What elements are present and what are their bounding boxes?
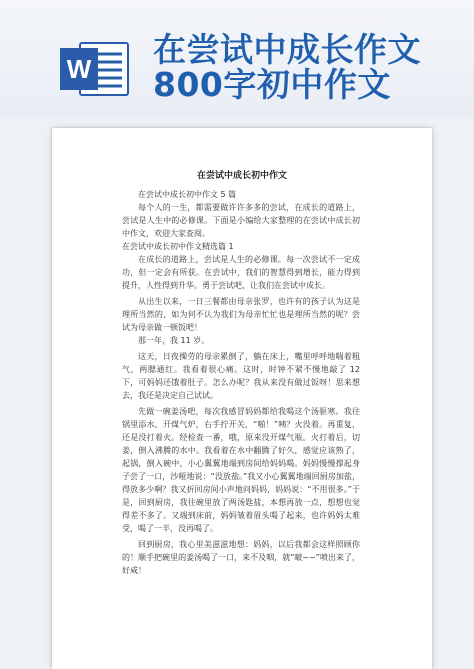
doc-paragraph: 那一年，我 11 岁。 [138, 336, 210, 345]
doc-paragraph: 先做一碗姜汤吧，每次我感冒妈妈都给我喝这个汤驱寒。我往锅里添水，开煤气炉，右手拧开关，“啪！”咦？火没着。再重复，还是没打着火。经检查一番，哦，原来没开煤气瓶。火打着后，切姜，倒入沸腾的水中。我看着在水中翻腾了好久，感觉应该熟了，起锅，倒入碗中，小心翼翼地端到房间给妈妈喝。妈妈慢慢撑起身子尝了一口，沙哑地说：“没放盐。”我又小心翼翼地端回厨房加盐，得放多少啊？我又折回房间小声地问妈妈，妈妈说：“不用很多。”于是，回到厨房，我往碗里放了两汤匙盐，本想再放一点，想想也觉得差不多了。又端到床前，妈妈皱着眉头喝了起来，也许妈妈太难受，喝了一半，没再喝了。 [122, 407, 360, 533]
banner-title-line-1: 在尝试中成长作文 [153, 30, 421, 69]
doc-paragraph: 这天，日夜操劳的母亲累倒了，躺在床上，嘴里呼呼地喘着粗气，两腮通红。我看着很心痛。这时，时钟不紧不慢地敲了 12 下，可妈妈还饿着肚子。怎么办呢？我从来没有做过饭呀！思来想去，我还是决定自己试试。 [122, 352, 360, 400]
document-body [122, 188, 360, 577]
doc-paragraph: 回到厨房，我心里美滋滋地想：妈妈，以后我都会这样照顾你的！顺手把碗里的姜汤喝了一口，来不及咽，就“啵~~”喷出来了，好咸！ [122, 540, 360, 575]
word-document-icon [58, 40, 132, 98]
banner-title-line-2: 800字初中作文 [153, 65, 391, 104]
doc-section-heading: 在尝试中成长初中作文精选篇 1 [122, 242, 234, 251]
doc-paragraph: 每个人的一生，都需要做许许多多的尝试，在成长的道路上，尝试是人生中的必修课。下面是小编给大家整理的在尝试中成长初中作文，欢迎大家查阅。 [122, 203, 360, 238]
word-icon-letter: W [66, 54, 92, 84]
document-page [52, 128, 432, 669]
document-title: 在尝试中成长初中作文 [196, 171, 287, 181]
doc-paragraph: 在成长的道路上，尝试是人生的必修课。每一次尝试不一定成功，但一定会有所获。在尝试中，我们的智慧得到增长，能力得到提升，人性得到升华。勇于尝试吧，让我们在尝试中成长。 [122, 255, 360, 290]
doc-paragraph: 从出生以来，一日三餐都由母亲张罗，也许有的孩子认为这是理所当然的，如为何不认为我们为母亲忙忙也是理所当然的呢？尝试为母亲做一顿饭吧！ [122, 297, 360, 332]
doc-paragraph: 在尝试中成长初中作文 5 篇 [138, 190, 237, 199]
banner [0, 0, 474, 118]
